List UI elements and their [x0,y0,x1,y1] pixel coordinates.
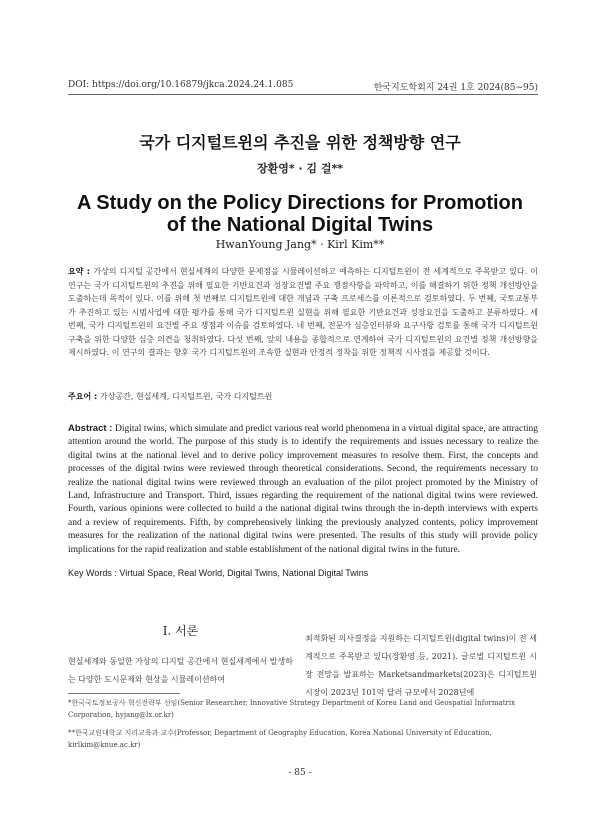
body-paragraph-right: 최적화된 의사결정을 지원하는 디지털트윈(digital twins)이 전 세계적으로 주목받고 있다(장환영 등, 2021). 글로벌 디지털트윈 시장 전망을 발표하는 Marketsandmarkets(2023)은 디지털트윈 시장이 2023년 101억 달러 규모에서 2028년에 [305,634,537,697]
english-title [0,192,600,236]
footnote-divider [68,693,180,694]
section-heading: I. 서론 [162,624,199,638]
body-left-column [68,622,293,689]
english-authors: HwanYoung Jang* · Kirl Kim** [215,238,385,251]
english-keywords-text: Virtual Space, Real World, Digital Twins, National Digital Twins [119,568,369,578]
korean-title: 국가 디지털트윈의 추진을 위한 정책방향 연구 [139,133,461,152]
korean-abstract-text: 가상의 디지털 공간에서 현실세계의 다양한 문제점을 시뮬레이션하고 예측하는 디지털트윈이 전 세계적으로 주목받고 있다. 이 연구는 국가 디지털트윈의 추진을 위해 필요한 기반요건과 성장요건별 주요 쟁점사항을 파악하고, 이를 해결하기 위한 정책 개선방안을 도출하는데 목적이 있다. 이를 위해 첫 번째로 디지털트윈에 대한 개념과 구축 프로세스를 이론적으로 검토하였다. 두 번째, 국토교통부가 추진하고 있는 시범사업에 대한 평가를 통해 국가 디지털트윈 실현을 위해 필요한 기반요건과 성장요건을 도출하고 분류하였다. 세 번째, 국가 디지털트윈의 요건별 주요 쟁점과 이슈를 검토하였다. 네 번째, 전문가 심층인터뷰와 요구사항 검토를 통해 국가 디지털트윈 구축을 위한 다양한 심층 의견을 청취하였다. 다섯 번째, 앞의 내용을 종합적으로 연계하여 국가 디지털트윈의 요건별 정책 개선방향을 제시하였다. 이 연구의 결과는 향후 국가 디지털트윈의 조속한 실현과 안정적 정착을 위한 정책적 시사점을 제공할 것이다. [68,267,539,357]
english-abstract-label: Abstract : [68,423,116,434]
journal-citation: 한국지도학회지 24권 1호 2024(85∼95) [373,83,538,93]
english-abstract-text: Digital twins, which simulate and predict various real world phenomena in a virtual digital space, are attracting attention around the world. The purpose of this study is to identify the requirements and issues necessary to realize the digital twins at the national level and to derive policy improvement measures to resolve them. First, the concepts and processes of the digital twins were reviewed through theoretical considerations. Second, the requirements necessary to realize the national digital twins were reviewed through an evaluation of the pilot project promoted by the Ministry of Land, Infrastructure and Transport. Third, issues regarding the requirement of the national digital twins were reviewed. Fourth, various opinions were collected to build a the national digital twins through the in-depth interviews with experts and a review of requirements. Fifth, by comprehensively linking the previously analyzed contents, policy improvement measures for the realization of the national digital twins were presented. The results of this study will provide policy implications for the rapid realization and stable establishment of the national digital twins in the future. [68,424,538,555]
korean-authors: 장환영* · 김 걸** [256,162,344,175]
korean-abstract-label: 요약 : [68,267,94,276]
footnote-author-1: *한국국토정보공사 혁신전략부 선임(Senior Researcher, Innovative Strategy Department of Korea Land and Geospatial Informatrix Corporation, hyjang@lx.or.kr) [68,699,516,719]
korean-keywords-label: 주요어 : [68,392,100,401]
header-divider [68,94,538,95]
korean-abstract [68,265,538,360]
english-keywords-label: Key Words : [68,568,120,578]
footnote-author-2: **한국교원대학교 지리교육과 교수(Professor, Department of Geography Education, Korea National University of Education, kirlkim@knue.ac.kr) [68,729,492,749]
page-header [68,80,538,93]
english-abstract [68,422,538,557]
english-keywords [68,568,538,578]
doi-link[interactable]: DOI: https://doi.org/10.16879/jkca.2024.24.1.085 [68,80,294,90]
body-paragraph-left: 현실세계와 동일한 가상의 디지털 공간에서 현실세계에서 발생하는 다양한 도시문제와 현상을 시뮬레이션하여 [68,657,293,684]
english-title-line-2: of the National Digital Twins [166,214,434,236]
english-title-line-1: A Study on the Policy Directions for Promotion [77,192,523,214]
page-number: - 85 - [288,768,312,778]
korean-keywords [68,391,538,402]
korean-keywords-text: 가상공간, 현실세계, 디지털트윈, 국가 디지털트윈 [99,392,273,401]
